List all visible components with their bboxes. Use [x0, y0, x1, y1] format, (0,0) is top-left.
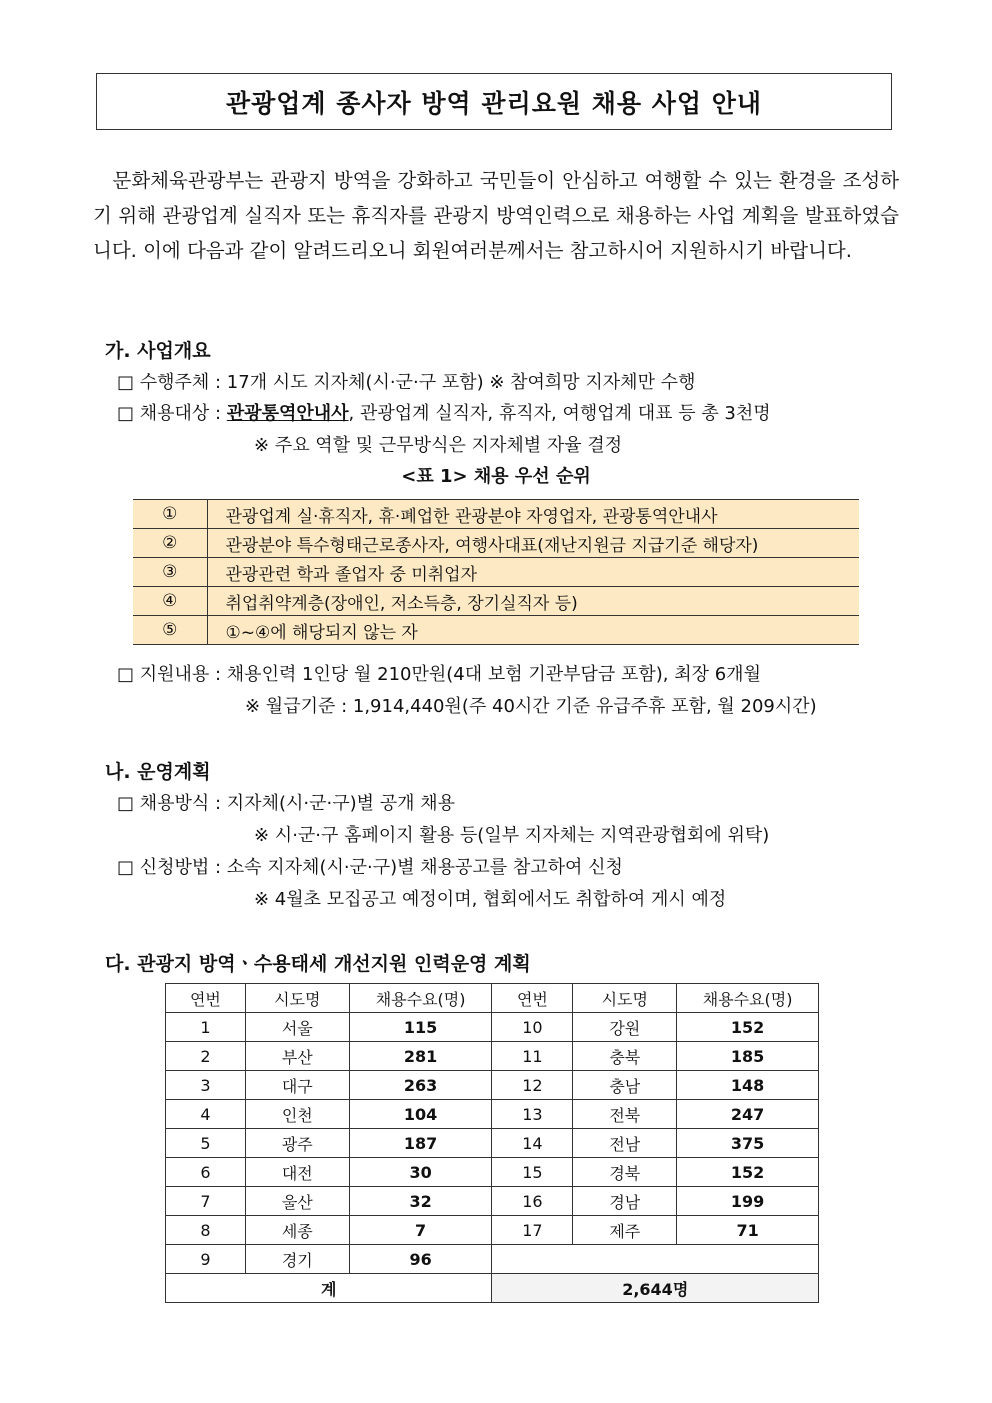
- priority-number: ⑤: [133, 616, 207, 645]
- cell-region: 경기: [245, 1245, 349, 1274]
- cell-demand: 148: [677, 1071, 819, 1100]
- cell-demand: 7: [349, 1216, 492, 1245]
- cell-number: 7: [166, 1187, 246, 1216]
- cell-number: 16: [492, 1187, 573, 1216]
- section-da-heading: 다. 관광지 방역ㆍ수용태세 개선지원 인력운영 계획: [105, 953, 531, 975]
- cell-number: 13: [492, 1100, 573, 1129]
- empty-cell: [492, 1245, 819, 1274]
- cell-region: 대전: [245, 1158, 349, 1187]
- cell-region: 제주: [573, 1216, 677, 1245]
- cell-number: 3: [166, 1071, 246, 1100]
- col-header-demand: 채용수요(명): [677, 984, 819, 1013]
- priority-number: ③: [133, 558, 207, 587]
- table-row: [133, 500, 859, 529]
- priority-table: [133, 499, 859, 645]
- cell-region: 인천: [245, 1100, 349, 1129]
- ga-item-executor: □ 수행주체 : 17개 시도 지자체(시·군·구 포함) ※ 참여희망 지자체만 수행: [117, 372, 696, 393]
- priority-text: 관광업계 실·휴직자, 휴·폐업한 관광분야 자영업자, 관광통역안내사: [207, 500, 859, 529]
- col-header-demand: 채용수요(명): [349, 984, 492, 1013]
- cell-number: 14: [492, 1129, 573, 1158]
- cell-number: 5: [166, 1129, 246, 1158]
- ga-item-target: [117, 399, 771, 425]
- cell-region: 충남: [573, 1071, 677, 1100]
- cell-demand: 281: [349, 1042, 492, 1071]
- cell-number: 9: [166, 1245, 246, 1274]
- cell-demand: 152: [677, 1158, 819, 1187]
- cell-region: 전북: [573, 1100, 677, 1129]
- cell-region: 경북: [573, 1158, 677, 1187]
- na-item-hiring: □ 채용방식 : 지자체(시·군·구)별 공개 채용: [117, 793, 455, 814]
- cell-number: 15: [492, 1158, 573, 1187]
- table-row: [133, 587, 859, 616]
- cell-number: 1: [166, 1013, 246, 1042]
- cell-number: 2: [166, 1042, 246, 1071]
- ga-item-target-rest: , 관광업계 실직자, 휴직자, 여행업계 대표 등 총 3천명: [348, 403, 771, 424]
- cell-demand: 71: [677, 1216, 819, 1245]
- cell-number: 8: [166, 1216, 246, 1245]
- table-row: [133, 558, 859, 587]
- table-row: [133, 616, 859, 645]
- table-row: [166, 1071, 819, 1100]
- na-item-apply-note: ※ 4월초 모집공고 예정이며, 협회에서도 취합하여 게시 예정: [254, 889, 727, 910]
- table-total-row: [166, 1274, 819, 1303]
- col-header-number: 연번: [492, 984, 573, 1013]
- cell-region: 대구: [245, 1071, 349, 1100]
- table-row: [166, 1042, 819, 1071]
- cell-number: 4: [166, 1100, 246, 1129]
- intro-text: 문화체육관광부는 관광지 방역을 강화하고 국민들이 안심하고 여행할 수 있는 환경을 조성하기 위해 관광업계 실직자 또는 휴직자를 관광지 방역인력으로 채용하는 사업 계획을 발표하였습니다. 이에 다음과 같이 알려드리오니 회원여러분께서는 참고하시어 지원하시기 바랍니다.: [93, 169, 899, 262]
- priority-number: ④: [133, 587, 207, 616]
- na-item-apply: □ 신청방법 : 소속 지자체(시·군·구)별 채용공고를 참고하여 신청: [117, 857, 623, 878]
- total-label: 계: [166, 1274, 492, 1303]
- ga-item-target-underlined: 관광통역안내사: [226, 403, 349, 424]
- intro-paragraph: [93, 163, 899, 268]
- priority-text: 관광분야 특수형태근로종사자, 여행사대표(재난지원금 지급기준 해당자): [207, 529, 859, 558]
- table-row: [166, 1013, 819, 1042]
- cell-demand: 32: [349, 1187, 492, 1216]
- table-row: [166, 1187, 819, 1216]
- ga-item-support: □ 지원내용 : 채용인력 1인당 월 210만원(4대 보험 기관부담금 포함), 최장 6개월: [117, 664, 761, 685]
- cell-demand: 96: [349, 1245, 492, 1274]
- cell-demand: 185: [677, 1042, 819, 1071]
- priority-text: ①~④에 해당되지 않는 자: [207, 616, 859, 645]
- na-item-hiring-note: ※ 시·군·구 홈페이지 활용 등(일부 지자체는 지역관광협회에 위탁): [254, 825, 770, 846]
- ga-item-support-note: ※ 월급기준 : 1,914,440원(주 40시간 기준 유급주휴 포함, 월 209시간): [245, 696, 817, 717]
- priority-number: ①: [133, 500, 207, 529]
- table-row: [133, 529, 859, 558]
- cell-demand: 263: [349, 1071, 492, 1100]
- cell-region: 서울: [245, 1013, 349, 1042]
- section-ga-heading: 가. 사업개요: [105, 340, 211, 362]
- cell-number: 11: [492, 1042, 573, 1071]
- cell-number: 12: [492, 1071, 573, 1100]
- cell-demand: 199: [677, 1187, 819, 1216]
- table-row: [166, 1245, 819, 1274]
- cell-demand: 375: [677, 1129, 819, 1158]
- col-header-number: 연번: [166, 984, 246, 1013]
- section-na-heading: 나. 운영계획: [105, 761, 211, 783]
- ga-item-target-prefix: □ 채용대상 :: [117, 403, 227, 424]
- cell-demand: 152: [677, 1013, 819, 1042]
- cell-region: 강원: [573, 1013, 677, 1042]
- cell-region: 전남: [573, 1129, 677, 1158]
- cell-demand: 30: [349, 1158, 492, 1187]
- table-row: [166, 1100, 819, 1129]
- cell-region: 경남: [573, 1187, 677, 1216]
- cell-number: 6: [166, 1158, 246, 1187]
- cell-number: 17: [492, 1216, 573, 1245]
- title-box: [96, 73, 892, 130]
- cell-region: 부산: [245, 1042, 349, 1071]
- cell-region: 광주: [245, 1129, 349, 1158]
- page-title: 관광업계 종사자 방역 관리요원 채용 사업 안내: [225, 88, 763, 118]
- cell-region: 충북: [573, 1042, 677, 1071]
- cell-demand: 104: [349, 1100, 492, 1129]
- cell-number: 10: [492, 1013, 573, 1042]
- cell-demand: 115: [349, 1013, 492, 1042]
- cell-region: 울산: [245, 1187, 349, 1216]
- ga-item-target-note: ※ 주요 역할 및 근무방식은 지자체별 자율 결정: [254, 435, 623, 456]
- cell-demand: 247: [677, 1100, 819, 1129]
- table-header-row: [166, 984, 819, 1013]
- table-row: [166, 1129, 819, 1158]
- priority-text: 관광관련 학과 졸업자 중 미취업자: [207, 558, 859, 587]
- col-header-region: 시도명: [573, 984, 677, 1013]
- priority-table-caption: <표 1> 채용 우선 순위: [401, 466, 591, 487]
- priority-number: ②: [133, 529, 207, 558]
- col-header-region: 시도명: [245, 984, 349, 1013]
- table-row: [166, 1216, 819, 1245]
- staffing-table: [165, 983, 819, 1303]
- total-value: 2,644명: [492, 1274, 819, 1303]
- cell-demand: 187: [349, 1129, 492, 1158]
- priority-text: 취업취약계층(장애인, 저소득층, 장기실직자 등): [207, 587, 859, 616]
- table-row: [166, 1158, 819, 1187]
- cell-region: 세종: [245, 1216, 349, 1245]
